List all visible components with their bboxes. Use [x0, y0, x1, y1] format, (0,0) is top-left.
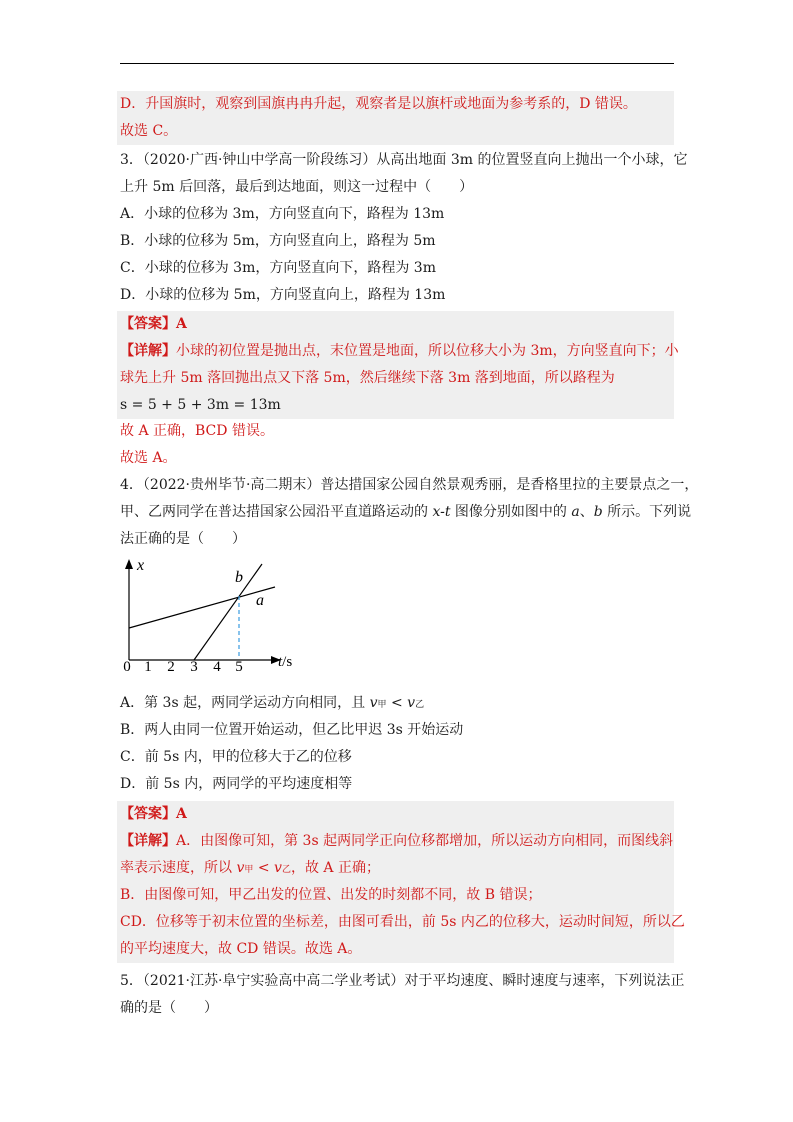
q4-stem-line-3: 法正确的是（ ）	[120, 531, 246, 547]
line-a	[129, 587, 275, 628]
q3-option-c: C．小球的位移为 3m，方向竖直向下，路程为 3m	[120, 260, 436, 276]
q4-detail-line-4: CD．位移等于初末位置的坐标差，由图可看出，前 5s 内乙的位移大，运动时间短，所以乙	[120, 914, 685, 930]
q4-detail-2-pre: 率表示速度，所以	[120, 860, 237, 876]
prev-solution-line: D．升国旗时，观察到国旗冉冉升起，观察者是以旗杆或地面为参考系的，D 错误。	[120, 96, 637, 112]
q4-option-a-text: A．第 3s 起，两同学运动方向相同，且	[120, 695, 370, 711]
q4-stem-text-b: 图像分别如图中的	[450, 504, 572, 520]
subscript-jia: 甲	[377, 700, 387, 710]
q4-detail-line-5: 的平均速度大，故 CD 错误。故选 A。	[120, 941, 362, 957]
q4-options	[117, 690, 674, 798]
v-symbol: v	[274, 860, 282, 876]
q3-solution-block	[117, 311, 679, 419]
q4-option-d: D．前 5s 内，两同学的平均速度相等	[120, 776, 353, 792]
q4-detail-text: A．由图像可知，第 3s 起两同学正向位移都增加，所以运动方向相同，而图线斜	[176, 833, 674, 849]
header-rule	[120, 63, 674, 64]
tick-label: 2	[167, 659, 175, 675]
q3-detail-line-2: 球先上升 5m 落回抛出点又下落 5m，然后继续下落 3m 落到地面，所以路程为	[120, 370, 615, 386]
x-axis-unit: /s	[282, 654, 293, 670]
q5-stem-line-2: 确的是（ ）	[120, 1000, 218, 1016]
q3-stem-line: 3．（2020·广西·钟山中学高一阶段练习）从高出地面 3m 的位置竖直向上抛出一个小球，它	[120, 152, 688, 168]
x-axis-t: t	[278, 654, 283, 670]
q3-detail-line	[117, 338, 679, 365]
q4-answer: 【答案】A	[120, 806, 187, 822]
q3-conclusion: 故 A 正确，BCD 错误。	[120, 423, 274, 439]
q4-stem-line-2	[117, 499, 692, 526]
prev-solution-choice: 故选 C。	[120, 123, 178, 139]
v-symbol: v	[407, 695, 416, 711]
less-than: <	[386, 695, 408, 711]
tick-label: 1	[144, 659, 152, 675]
tick-label: 3	[190, 659, 198, 675]
prev-solution-block	[117, 91, 674, 145]
q4-solution-block	[117, 801, 685, 963]
q3-option-a: A．小球的位移为 3m，方向竖直向下，路程为 13m	[120, 206, 445, 222]
q3-formula: s = 5 + 5 + 3m = 13m	[120, 397, 281, 413]
less-than: <	[253, 860, 275, 876]
tick-label: 5	[235, 659, 243, 675]
q3-option-b: B．小球的位移为 5m，方向竖直向上，路程为 5m	[120, 233, 436, 249]
q4-stem-line: 4．（2022·贵州毕节·高二期末）普达措国家公园自然景观秀丽，是香格里拉的主要景点之一，	[120, 477, 699, 493]
subscript-jia: 甲	[244, 865, 254, 875]
q3-answer: 【答案】A	[120, 316, 187, 332]
q4-option-b: B．两人由同一位置开始运动，但乙比甲迟 3s 开始运动	[120, 722, 464, 738]
xt-graph	[115, 556, 305, 675]
tick-label: 0	[123, 659, 131, 675]
tick-label: 4	[213, 659, 221, 675]
question-5	[117, 968, 685, 1022]
q4-detail-line-2	[117, 855, 674, 882]
q3-conclusion-block	[117, 418, 674, 472]
q3-detail-text: 小球的初位置是抛出点，末位置是地面，所以位移大小为 3m，方向竖直向下；小	[176, 343, 679, 359]
v-symbol: v	[236, 860, 245, 876]
q4-label-a: a	[571, 504, 580, 520]
q4-detail-tag: 【详解】	[120, 833, 176, 849]
line-b-label: b	[235, 569, 243, 586]
q4-detail-line-3: B．由图像可知，甲乙出发的位置、出发的时刻都不同，故 B 错误；	[120, 887, 542, 903]
q3-choice: 故选 A。	[120, 450, 177, 466]
subscript-yi: 乙	[415, 700, 425, 710]
q4-detail-line-1	[117, 828, 674, 855]
q3-detail-tag: 【详解】	[120, 343, 176, 359]
q4-stem-text-d: 所示。下列说	[602, 504, 692, 520]
q4-option-a	[117, 690, 674, 717]
q4-xt-term: x-t	[432, 504, 451, 520]
q3-stem-line: 上升 5m 后回落，最后到达地面，则这一过程中（ ）	[120, 179, 474, 195]
subscript-yi: 乙	[281, 865, 291, 875]
question-4	[117, 472, 699, 553]
v-symbol: v	[369, 695, 378, 711]
y-axis-label: x	[137, 557, 145, 574]
line-a-label: a	[256, 592, 264, 609]
q5-stem-line: 5．（2021·江苏·阜宁实验高中高二学业考试）对于平均速度、瞬时速度与速率，下列说法正	[120, 973, 685, 989]
question-3	[117, 147, 688, 309]
q4-detail-2-post: ，故 A 正确；	[290, 860, 380, 876]
q4-stem-text: 甲、乙两同学在普达措国家公园沿平直道路运动的	[120, 504, 433, 520]
q4-option-c: C．前 5s 内，甲的位移大于乙的位移	[120, 749, 352, 765]
q3-option-d: D．小球的位移为 5m，方向竖直向上，路程为 13m	[120, 287, 446, 303]
x-axis-label	[278, 654, 292, 670]
q4-label-b: b	[593, 504, 603, 520]
y-axis-arrow	[125, 559, 133, 569]
line-b	[194, 564, 262, 660]
q4-sep: 、	[579, 504, 594, 520]
